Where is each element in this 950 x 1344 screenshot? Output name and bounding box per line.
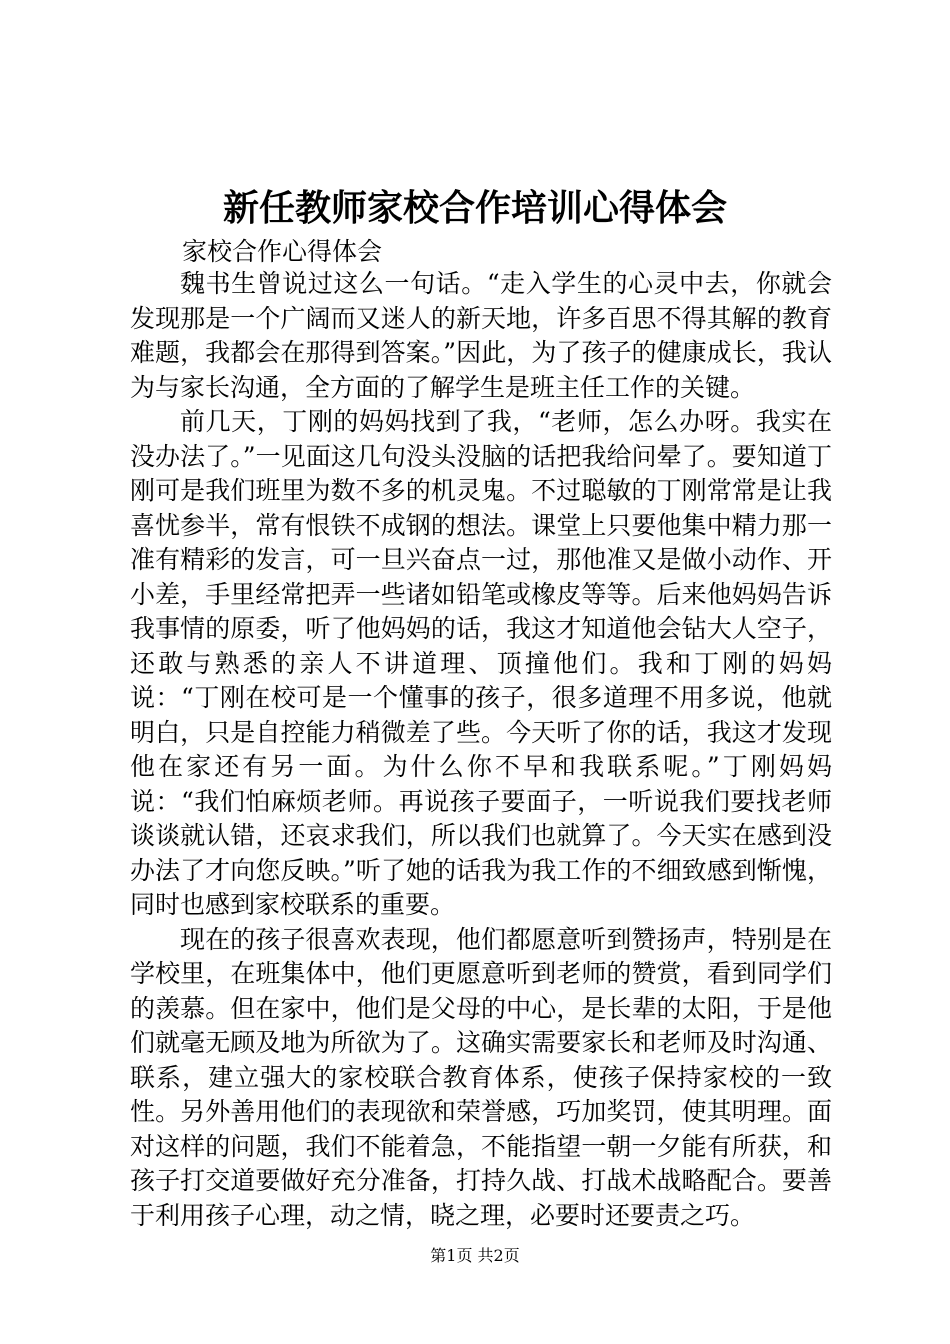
paragraph-1: 魏书生曾说过这么一句话。“走入学生的心灵中去，你就会发现那是一个广阔而又迷人的新天地，许多百思不得其解的教育难题，我都会在那得到答案。”因此，为了孩子的健康成长，我认为与家长沟通，全方面的了解学生是班主任工作的关键。 bbox=[130, 269, 832, 402]
document-title: 新任教师家校合作培训心得体会 bbox=[222, 187, 727, 229]
document-subtitle: 家校合作心得体会 bbox=[182, 237, 383, 266]
page-number-footer: 第1页 共2页 bbox=[430, 1246, 520, 1265]
paragraph-2: 前几天，丁刚的妈妈找到了我，“老师，怎么办呀。我实在没办法了。”一见面这几句没头没脑的话把我给问晕了。要知道丁刚可是我们班里为数不多的机灵鬼。不过聪敏的丁刚常常是让我喜忧参半，常有恨铁不成钢的想法。课堂上只要他集中精力那一准有精彩的发言，可一旦兴奋点一过，那他准又是做小动作、开小差，手里经常把弄一些诸如铅笔或橡皮等等。后来他妈妈告诉我事情的原委，听了他妈妈的话，我这才知道他会钻大人空子，还敢与熟悉的亲人不讲道理、顶撞他们。我和丁刚的妈妈说：“丁刚在校可是一个懂事的孩子，很多道理不用多说，他就明白，只是自控能力稍微差了些。今天听了你的话，我这才发现他在家还有另一面。为什么你不早和我联系呢。”丁刚妈妈说：“我们怕麻烦老师。再说孩子要面子，一听说我们要找老师谈谈就认错，还哀求我们，所以我们也就算了。今天实在感到没办法了才向您反映。”听了她的话我为我工作的不细致感到惭愧，同时也感到家校联系的重要。 bbox=[130, 407, 832, 919]
paragraph-3: 现在的孩子很喜欢表现，他们都愿意听到赞扬声，特别是在学校里，在班集体中，他们更愿意听到老师的赞赏，看到同学们的羡慕。但在家中，他们是父母的中心，是长辈的太阳，于是他们就毫无顾及地为所欲为了。这确实需要家长和老师及时沟通、联系，建立强大的家校联合教育体系，使孩子保持家校的一致性。另外善用他们的表现欲和荣誉感，巧加奖罚，使其明理。面对这样的问题，我们不能着急，不能指望一朝一夕能有所获，和孩子打交道要做好充分准备，打持久战、打战术战略配合。要善于利用孩子心理，动之情，晓之理，必要时还要责之巧。 bbox=[130, 924, 832, 1230]
document-body bbox=[130, 267, 832, 1233]
